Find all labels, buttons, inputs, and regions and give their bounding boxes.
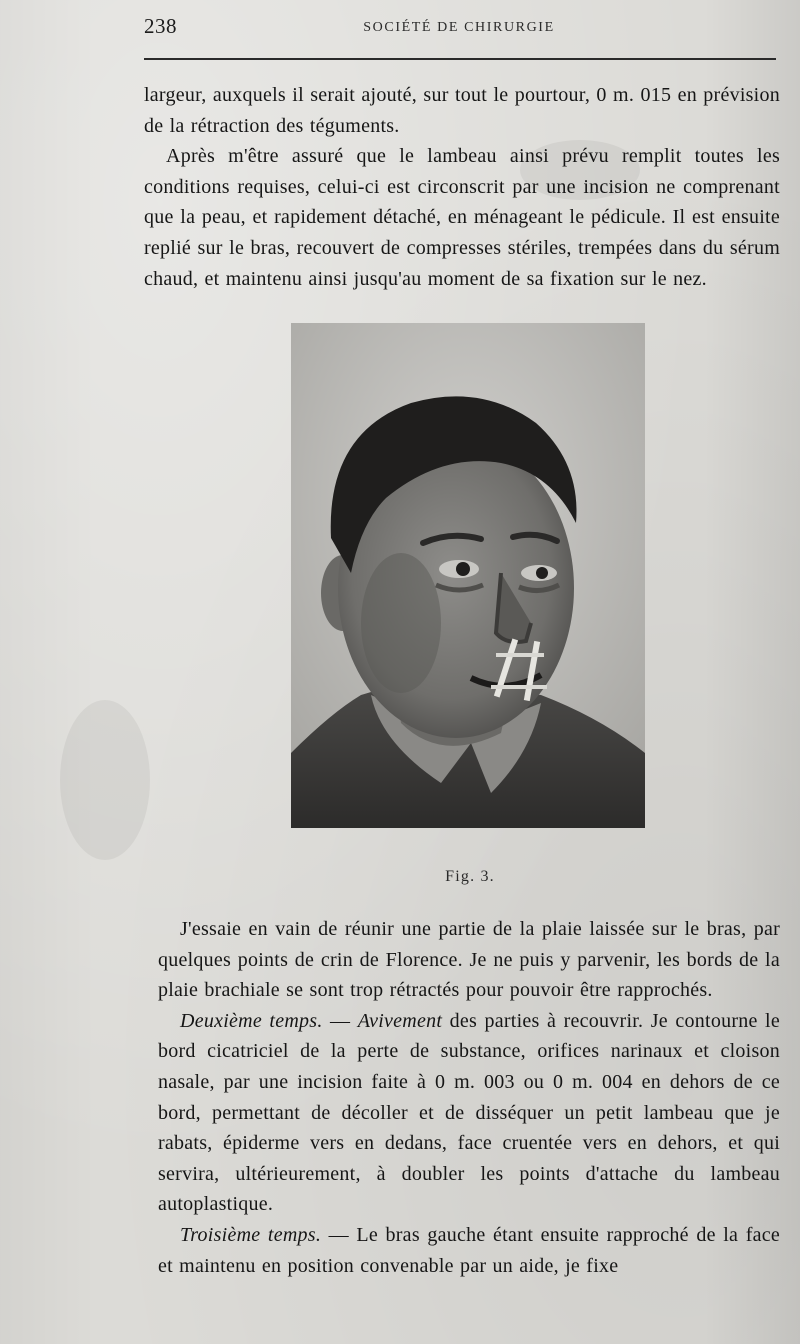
paragraph-text: des parties à recouvrir. Je contourne le bord cicatriciel de la perte de substance, orifices narinaux et cloison nasale, par une incision faite à 0 m. 003 ou 0 m. 004 en dehors de ce bord, permettant de décoller et de disséquer un petit lambeau que je rabats, épiderme vers en dedans, face cruentée vers en dehors, et qui servira, ultérieurement, à doubler les points d'attache du lambeau autoplastique. <box>158 1009 780 1216</box>
figure-caption: Fig. 3. <box>445 868 495 885</box>
section-label: Troisième temps. <box>180 1223 322 1246</box>
journal-name: SOCIÉTÉ DE CHIRURGIE <box>363 20 555 35</box>
paragraph: J'essaie en vain de réunir une partie de la plaie laissée sur le bras, par quelques points de crin de Florence. Je ne puis y parvenir, les bords de la plaie brachiale se sont trop rétractés pour pouvoir être rapprochés. <box>158 918 780 1002</box>
page-number: 238 <box>144 14 177 38</box>
paragraph <box>144 1006 780 1220</box>
dash: — <box>321 1223 357 1246</box>
section-label: Deuxième temps. <box>180 1009 323 1032</box>
dash: — <box>322 1009 358 1032</box>
running-head <box>144 14 774 48</box>
paragraph <box>144 1220 780 1281</box>
body-text-bottom <box>144 914 780 1281</box>
paragraph: Après m'être assuré que le lambeau ainsi prévu remplit toutes les conditions requises, celui-ci est circonscrit par une incision ne comprenant que la peau, et rapidement détaché, en ménageant le pédicule. Il est ensuite replié sur le bras, recouvert de compresses stériles, trempées dans du sérum chaud, et maintenu ainsi jusqu'au moment de sa fixation sur le nez. <box>144 145 780 290</box>
paper-stain <box>60 700 150 860</box>
header-rule <box>144 58 776 60</box>
portrait-photograph <box>291 323 645 828</box>
paragraph: largeur, auxquels il serait ajouté, sur tout le pourtour, 0 m. 015 en prévision de la rétraction des téguments. <box>144 84 780 137</box>
body-text-top <box>144 80 780 294</box>
portrait-photo-image <box>291 323 645 828</box>
emphasis: Avivement <box>357 1009 443 1032</box>
paragraph-text: Le bras gauche étant ensuite rapproché de la face et maintenu en position convenable par un aide, je fixe <box>158 1223 780 1277</box>
